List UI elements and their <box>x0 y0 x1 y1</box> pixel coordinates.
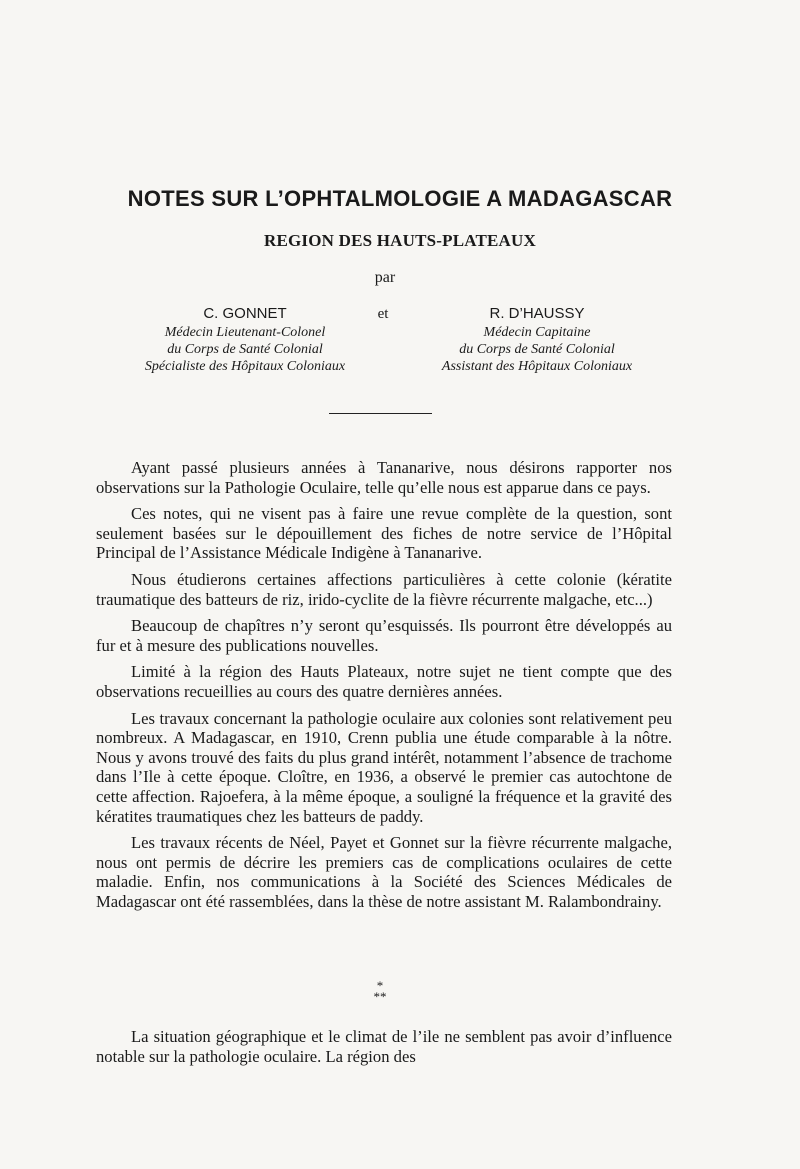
authors-block <box>0 304 800 384</box>
author-role: Spécialiste des Hôpitaux Coloniaux <box>144 359 346 374</box>
asterism-top: * <box>376 978 384 993</box>
paragraph: Les travaux concernant la pathologie oculaire aux colonies sont relativement peu nombreux. A Madagascar, en 1910, Crenn publia une étude comparable à la nôtre. Nous y avons trouvé des faits du plus grand intérêt, notamment l’absence de trachome dans l’Ile à cette époque. Cloître, en 1936, a observé le premier cas autochtone de cette affection. Rajoefera, à la même époque, a souligné la fréquence et la gravité des kératites traumatiques chez les batteurs de paddy. <box>96 708 672 826</box>
author-corps: du Corps de Santé Colonial <box>459 342 615 357</box>
par-label: par <box>374 269 396 286</box>
author-dhaussy <box>397 304 677 375</box>
paragraph: Ayant passé plusieurs années à Tananarive, nous désirons rapporter nos observations sur la Pathologie Oculaire, telle qu’elle nous est apparue dans ce pays. <box>96 458 672 497</box>
body-text <box>96 458 672 918</box>
author-title: Médecin Lieutenant-Colonel <box>164 325 326 340</box>
author-title: Médecin Capitaine <box>483 325 591 340</box>
author-name: R. D’HAUSSY <box>489 305 585 322</box>
paragraph: Limité à la région des Hauts Plateaux, notre sujet ne tient compte que des observations recueillies au cours des quatre dernières années. <box>96 662 672 701</box>
paragraph: Ces notes, qui ne visent pas à faire une revue complète de la question, sont seulement basées sur le dépouillement des fiches de notre service de l’Hôpital Principal de l’Assistance Médicale Indigène à Tananarive. <box>96 504 672 563</box>
author-gonnet <box>105 304 385 375</box>
article-title: NOTES SUR L’OPHTALMOLOGIE A MADAGASCAR <box>127 186 673 211</box>
paragraph: Nous étudierons certaines affections particulières à cette colonie (kératite traumatique des batteurs de riz, irido-cyclite de la fièvre récurrente malgache, etc...) <box>96 569 672 609</box>
et-label: et <box>377 306 389 322</box>
author-role: Assistant des Hôpitaux Coloniaux <box>441 359 633 374</box>
author-corps: du Corps de Santé Colonial <box>167 342 323 357</box>
divider-rule <box>329 413 432 414</box>
paragraph: Les travaux récents de Néel, Payet et Gonnet sur la fièvre récurrente malgache, nous ont permis de décrire les premiers cas de complications oculaires de cette maladie. Enfin, nos communications à la Société des Sciences Médicales de Madagascar ont été rassemblées, dans la thèse de notre assistant M. Ralambondrainy. <box>96 833 672 911</box>
paragraph: La situation géographique et le climat de l’ile ne semblent pas avoir d’influence notable sur la pathologie oculaire. La région des <box>96 1027 672 1066</box>
asterism-bottom: ** <box>373 989 387 1004</box>
author-name: C. GONNET <box>203 305 287 322</box>
article-subtitle: REGION DES HAUTS-PLATEAUX <box>263 231 536 250</box>
section-asterism <box>355 980 405 1006</box>
paragraph: Beaucoup de chapîtres n’y seront qu’esquissés. Ils pourront être développés au fur et à mesure des publications nouvelles. <box>96 616 672 655</box>
